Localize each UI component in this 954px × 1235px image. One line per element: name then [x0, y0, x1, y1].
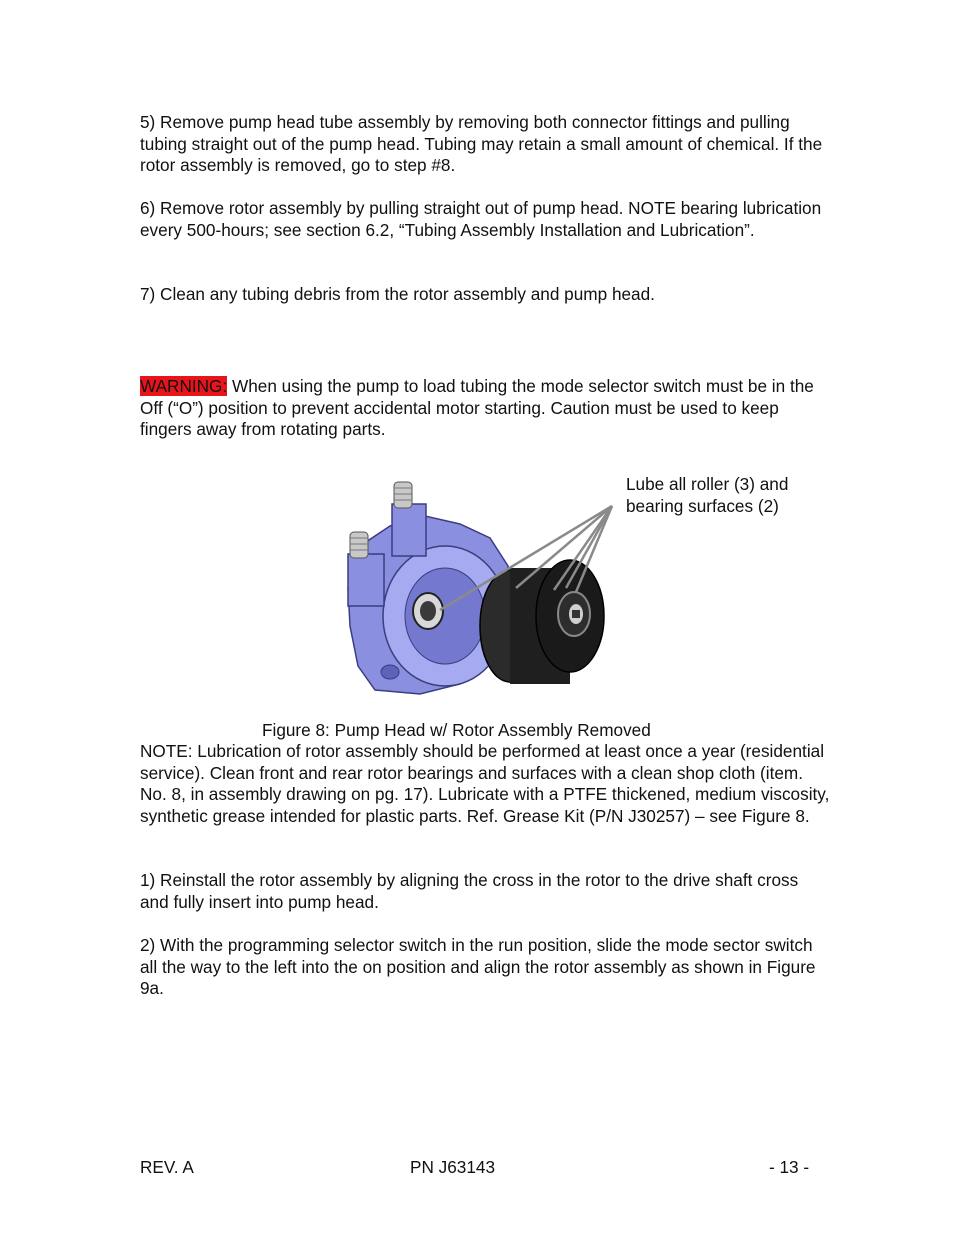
step-2-paragraph: 2) With the programming selector switch in the run position, slide the mode sector switch all the way to the left into the on position and align the rotor assembly as shown in Figure 9a.: [140, 935, 816, 998]
step-5-paragraph: 5) Remove pump head tube assembly by removing both connector fittings and pulling tubing straight out of the pump head. Tubing may retain a small amount of chemical. If the rotor assembly is removed, go to step #8.: [140, 112, 823, 175]
figure-caption: Figure 8: Pump Head w/ Rotor Assembly Removed: [262, 720, 651, 740]
step-7-paragraph: 7) Clean any tubing debris from the rotor assembly and pump head.: [140, 284, 655, 304]
footer-page-number: - 13 -: [769, 1157, 810, 1177]
pump-head-rotor-illustration: [330, 476, 620, 698]
warning-label: WARNING:: [140, 376, 228, 396]
step-6-paragraph: 6) Remove rotor assembly by pulling straight out of pump head. NOTE bearing lubrication every 500-hours; see section 6.2, “Tubing Assembly Installation and Lubrication”.: [140, 198, 822, 240]
footer-revision: REV. A: [140, 1157, 194, 1177]
rotor-assembly: [480, 560, 604, 684]
figure-callout: Lube all roller (3) and bearing surfaces (2): [626, 474, 789, 516]
warning-paragraph: [140, 376, 830, 441]
warning-text: When using the pump to load tubing the mode selector switch must be in the Off (“O”) position to prevent accidental motor starting. Caution must be used to keep fingers away from rotating parts.: [140, 376, 814, 439]
note-paragraph: NOTE: Lubrication of rotor assembly should be performed at least once a year (residential service). Clean front and rear rotor bearings and surfaces with a clean shop cloth (item. No. 8, in assembly drawing on pg. 17). Lubricate with a PTFE thickened, medium viscosity, synthetic grease intended for plastic parts. Ref. Grease Kit (P/N J30257) – see Figure 8.: [140, 741, 830, 826]
step-1-paragraph: 1) Reinstall the rotor assembly by aligning the cross in the rotor to the drive shaft cross and fully insert into pump head.: [140, 870, 799, 912]
footer-part-number: PN J63143: [410, 1157, 496, 1177]
